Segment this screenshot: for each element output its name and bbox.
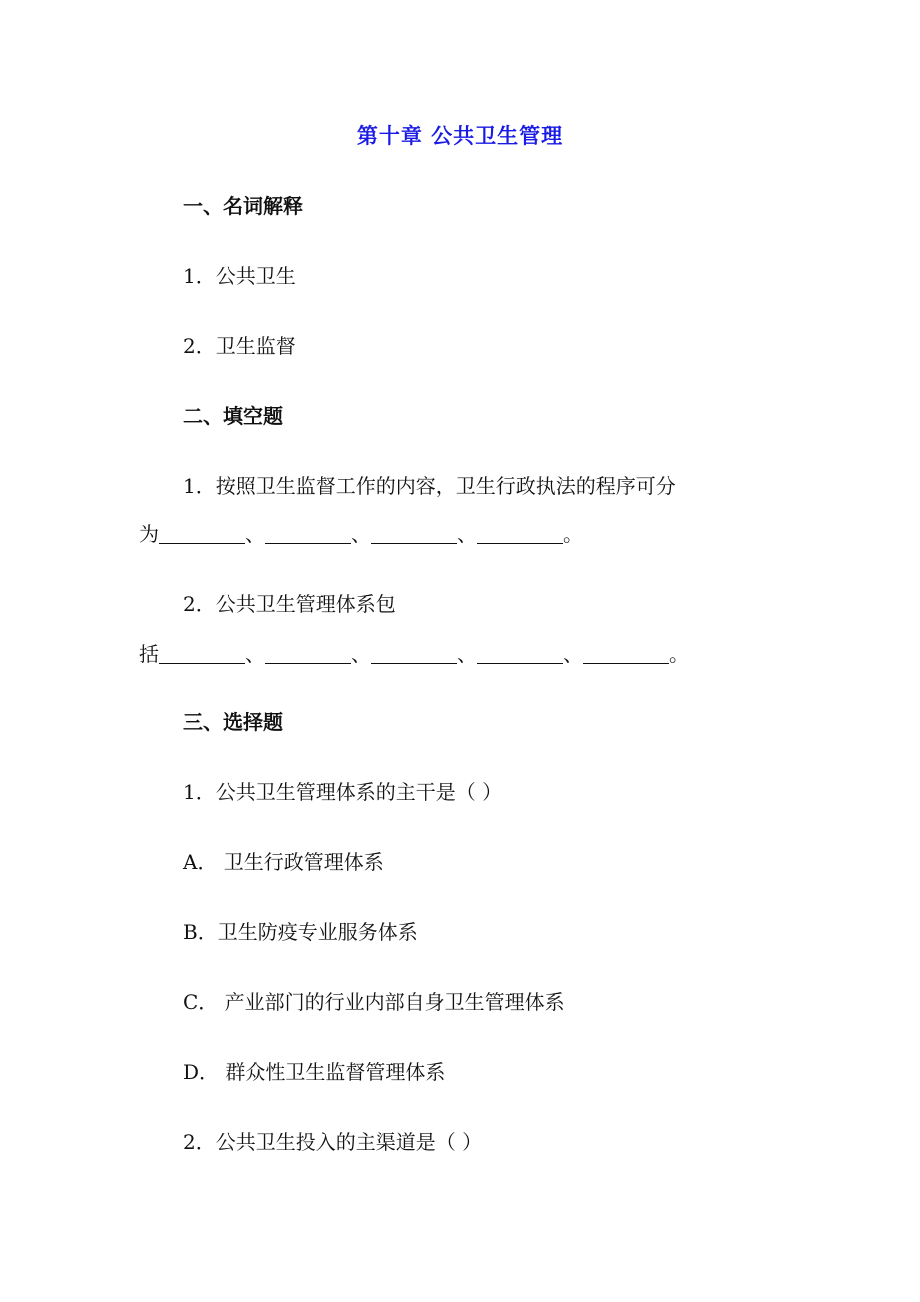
answer-blank <box>371 523 457 544</box>
blank-separator: 、 <box>245 642 265 666</box>
fill-question-2-text: 2．公共卫生管理体系包 <box>183 592 396 616</box>
choice-question-2: 2．公共卫生投入的主渠道是（ ） <box>183 1130 483 1154</box>
answer-blank <box>583 643 669 664</box>
choice-option-c: C． 产业部门的行业内部自身卫生管理体系 <box>183 990 565 1014</box>
section-heading-multiple-choice: 三、选择题 <box>183 710 283 734</box>
choice-option-b: B．卫生防疫专业服务体系 <box>183 920 418 944</box>
fill-question-2-end: 。 <box>669 642 689 666</box>
definition-item-2: 2．卫生监督 <box>183 334 296 358</box>
fill-question-1-prefix: 为 <box>139 522 159 546</box>
blank-separator: 、 <box>245 522 265 546</box>
choice-option-d: D． 群众性卫生监督管理体系 <box>183 1060 446 1084</box>
choice-option-a: A． 卫生行政管理体系 <box>183 850 384 874</box>
blank-separator: 、 <box>457 522 477 546</box>
blank-separator: 、 <box>563 642 583 666</box>
fill-question-2-prefix: 括 <box>139 642 159 666</box>
blank-separator: 、 <box>457 642 477 666</box>
answer-blank <box>159 643 245 664</box>
chapter-title: 第十章 公共卫生管理 <box>356 123 564 148</box>
choice-question-1: 1．公共卫生管理体系的主干是（ ） <box>183 780 503 804</box>
answer-blank <box>159 523 245 544</box>
blank-separator: 、 <box>351 642 371 666</box>
fill-question-1-end: 。 <box>563 522 583 546</box>
section-heading-fill-blank: 二、填空题 <box>183 404 283 428</box>
answer-blank <box>371 643 457 664</box>
fill-question-1-blanks <box>139 520 583 548</box>
answer-blank <box>477 523 563 544</box>
section-heading-definitions: 一、名词解释 <box>183 194 303 218</box>
fill-question-2-blanks <box>139 640 689 668</box>
answer-blank <box>265 523 351 544</box>
blank-separator: 、 <box>351 522 371 546</box>
answer-blank <box>265 643 351 664</box>
answer-blank <box>477 643 563 664</box>
definition-item-1: 1．公共卫生 <box>183 264 296 288</box>
fill-question-1-text: 1．按照卫生监督工作的内容，卫生行政执法的程序可分 <box>183 474 676 498</box>
